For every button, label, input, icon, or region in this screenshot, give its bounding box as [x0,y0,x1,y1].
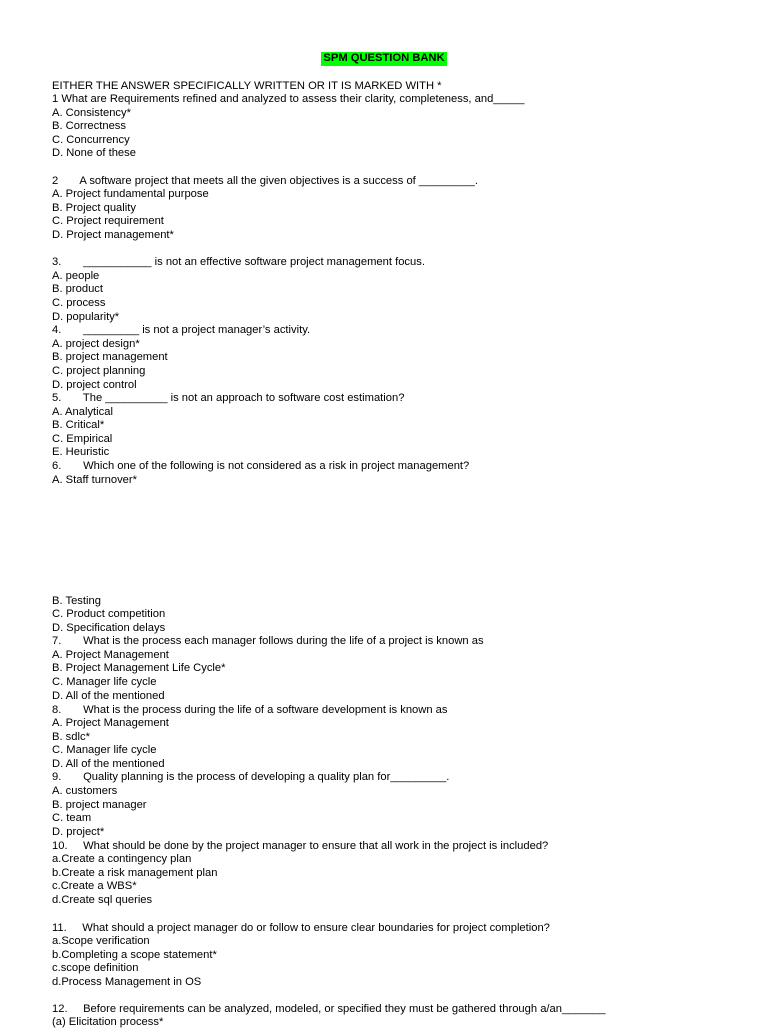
q11-option-c: c.scope definition [52,962,139,974]
q8-option-a: A. Project Management [52,717,169,729]
q11-option-d: d.Process Management in OS [52,976,202,988]
q4-option-b: B. project management [52,351,168,363]
q2-option-c: C. Project requirement [52,215,164,227]
q4-option-a: A. project design* [52,338,140,350]
q6-option-d: D. Specification delays [52,622,166,634]
title-wrap [0,52,768,66]
q1-option-a: A. Consistency* [52,107,131,119]
q2-option-b: B. Project quality [52,202,136,214]
question-11: 11. What should a project manager do or follow to ensure clear boundaries for project completion? [52,922,550,934]
q5-option-e: E. Heuristic [52,446,110,458]
q5-option-a: A. Analytical [52,406,113,418]
question-12: 12. Before requirements can be analyzed, modeled, or specified they must be gathered through a/an_______ [52,1003,606,1015]
question-5: 5. The __________ is not an approach to software cost estimation? [52,392,405,404]
q3-option-c: C. process [52,297,106,309]
q1-option-b: B. Correctness [52,120,126,132]
question-1: 1 What are Requirements refined and analyzed to assess their clarity, completeness, and_____ [52,93,525,105]
q9-option-b: B. project manager [52,799,147,811]
question-8: 8. What is the process during the life of a software development is known as [52,704,448,716]
q3-option-d: D. popularity* [52,311,120,323]
intro-text: EITHER THE ANSWER SPECIFICALLY WRITTEN OR IT IS MARKED WITH * [52,80,442,92]
question-6: 6. Which one of the following is not considered as a risk in project management? [52,460,470,472]
q12-option-a: (a) Elicitation process* [52,1016,164,1028]
q1-option-d: D. None of these [52,147,136,159]
question-3: 3. ___________ is not an effective software project management focus. [52,256,425,268]
q8-option-c: C. Manager life cycle [52,744,157,756]
document-title: SPM QUESTION BANK [323,52,445,64]
q10-option-c: c.Create a WBS* [52,880,137,892]
q10-option-d: d.Create sql queries [52,894,153,906]
question-10: 10. What should be done by the project manager to ensure that all work in the project is included? [52,840,549,852]
question-2: 2 A software project that meets all the given objectives is a success of _________. [52,175,478,187]
q5-option-b: B. Critical* [52,419,105,431]
q6-option-b: B. Testing [52,595,101,607]
q7-option-a: A. Project Management [52,649,169,661]
q6-option-c: C. Product competition [52,608,166,620]
q4-option-d: D. project control [52,379,137,391]
q5-option-c: C. Empirical [52,433,113,445]
question-9: 9. Quality planning is the process of developing a quality plan for_________. [52,771,450,783]
q10-option-b: b.Create a risk management plan [52,867,218,879]
q2-option-d: D. Project management* [52,229,174,241]
q11-option-b: b.Completing a scope statement* [52,949,217,961]
q4-option-c: C. project planning [52,365,146,377]
q11-option-a: a.Scope verification [52,935,150,947]
question-4: 4. _________ is not a project manager’s activity. [52,324,311,336]
question-7: 7. What is the process each manager follows during the life of a project is known as [52,635,484,647]
q8-option-b: B. sdlc* [52,731,90,743]
q9-option-d: D. project* [52,826,105,838]
q8-option-d: D. All of the mentioned [52,758,165,770]
q3-option-a: A. people [52,270,100,282]
q9-option-a: A. customers [52,785,118,797]
q7-option-c: C. Manager life cycle [52,676,157,688]
q2-option-a: A. Project fundamental purpose [52,188,209,200]
q3-option-b: B. product [52,283,103,295]
q9-option-c: C. team [52,812,92,824]
q6-option-a: A. Staff turnover* [52,474,137,486]
q10-option-a: a.Create a contingency plan [52,853,192,865]
q7-option-b: B. Project Management Life Cycle* [52,662,226,674]
q7-option-d: D. All of the mentioned [52,690,165,702]
q1-option-c: C. Concurrency [52,134,130,146]
